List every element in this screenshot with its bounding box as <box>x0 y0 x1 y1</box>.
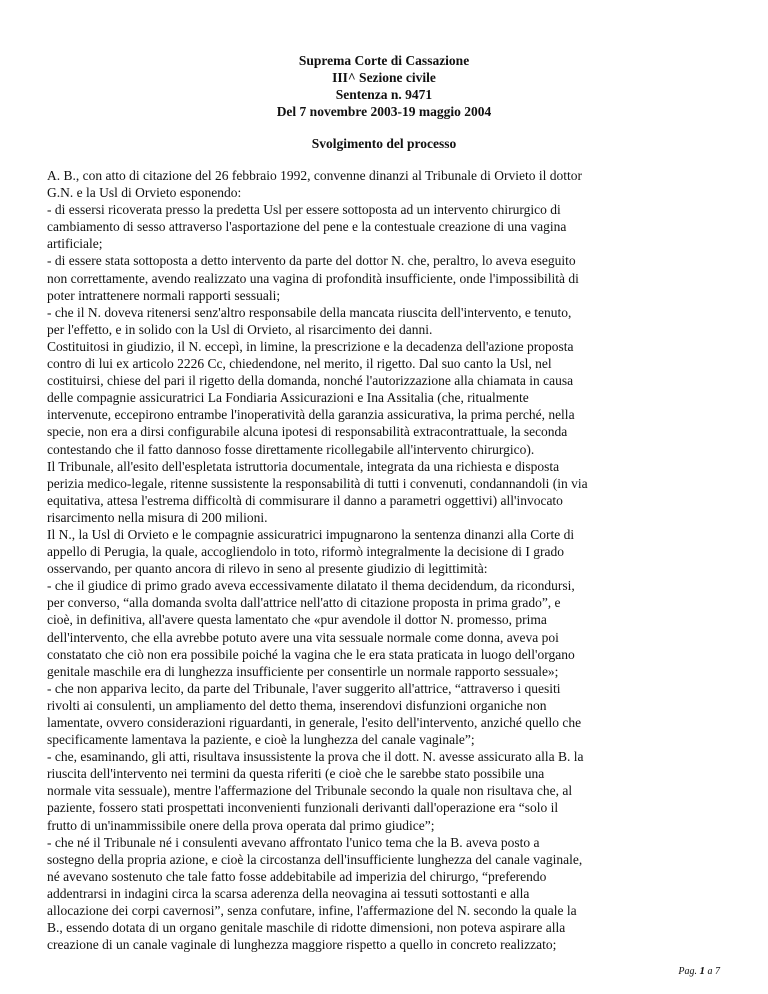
text-line: Il N., la Usl di Orvieto e le compagnie assicuratrici impugnarono la sentenza dinanzi alla Corte di <box>47 526 575 542</box>
text-line: non correttamente, avendo realizzato una vagina di profondità insufficiente, onde l'impossibilità di <box>47 270 579 286</box>
text-line: appello di Perugia, la quale, accogliendolo in toto, riformò integralmente la decisione di I grado <box>47 544 564 560</box>
text-line: contro di lui ex articolo 2226 Cc, chiedendone, nel merito, il rigetto. Dal suo canto la Usl, nel <box>47 356 552 372</box>
text-line: creazione di un canale vaginale di lunghezza maggiore rispetto a quello in concreto realizzato; <box>47 937 557 953</box>
text-line: lamentate, ovvero considerazioni riguardanti, in generale, l'esito dell'intervento, anziché quello che <box>47 715 582 730</box>
text-line: artificiale; <box>47 236 103 252</box>
text-line: per converso, “alla domanda svolta dall'attrice nell'atto di citazione proposta in prima grado”, e <box>47 595 561 611</box>
text-line: - che il N. doveva ritenersi senz'altro responsabile della mancata riuscita dell'intervento, e tenuto, <box>47 304 572 320</box>
text-line: rivolti ai consulenti, un ampliamento del detto thema, inserendovi disfunzioni organiche non <box>47 697 547 713</box>
text-line: frutto di un'inammissibile onere della prova operata dal primo giudice”; <box>47 817 435 833</box>
text-line: perizia medico-legale, ritenne sussistente la responsabilità di tutti i convenuti, condannandoli (in via <box>47 475 588 491</box>
text-line: constatato che ciò non era possibile poiché la vagina che le era stata praticata in luogo dell'organo <box>47 646 575 662</box>
text-line: risarcimento nella misura di 200 milioni. <box>47 509 268 525</box>
text-line: addentrarsi in indagini circa la scarsa aderenza della neovagina ai tessuti sottostanti e alla <box>47 885 530 901</box>
sentence-date: Del 7 novembre 2003-19 maggio 2004 <box>276 104 492 119</box>
text-line: normale vita sessuale), mentre l'affermazione del Tribunale secondo la quale non risultava che, al <box>47 783 573 799</box>
text-line: - che il giudice di primo grado aveva eccessivamente dilatato il thema decidendum, da ricondursi, <box>47 578 575 594</box>
court-name: Suprema Corte di Cassazione <box>298 53 470 68</box>
text-line: equitativa, attesa l'estrema difficoltà di commisurare il danno a parametri oggettivi) all'invocato <box>47 492 563 508</box>
text-line: intervenute, eccepirono entrambe l'inoperatività della garanzia assicurativa, la prima perché, nella <box>47 407 575 423</box>
text-line: - che, esaminando, gli atti, risultava insussistente la prova che il dott. N. avesse assicurato alla B. la <box>47 749 584 765</box>
court-section: III^ Sezione civile <box>332 70 436 85</box>
text-line: delle compagnie assicuratrici La Fondiaria Assicurazioni e Ina Assitalia (che, ritualmente <box>47 390 529 406</box>
text-line: per l'effetto, e in solido con la Usl di Orvieto, al risarcimento dei danni. <box>47 321 433 337</box>
page-prefix: Pag. <box>678 966 697 977</box>
text-line: contestando che il fatto dannoso fosse direttamente ricollegabile all'intervento chirurgico). <box>47 441 535 457</box>
text-line: cambiamento di sesso attraverso l'asportazione del pene e la contestuale creazione di una vagina <box>47 219 567 235</box>
text-line: Il Tribunale, all'esito dell'espletata istruttoria documentale, integrata da una richiesta e disposta <box>47 458 560 474</box>
document-body <box>47 167 737 953</box>
text-line: B., essendo dotata di un organo genitale maschile di ridotte dimensioni, non poteva aspirare alla <box>47 920 566 936</box>
text-line: - che né il Tribunale né i consulenti avevano affrontato l'unico tema che la B. aveva posto a <box>47 834 540 850</box>
text-line: sostegno della propria azione, e cioè la circostanza dell'insufficiente lunghezza del canale vaginale, <box>47 851 583 867</box>
text-line: poter intrattenere normali rapporti sessuali; <box>47 287 281 303</box>
text-line: cioè, in definitiva, all'avere questa lamentato che «pur avendole il dottor N. promesso, prima <box>47 612 547 628</box>
page-separator: a <box>707 966 713 977</box>
text-line: specificamente lamentava la paziente, e cioè la lunghezza del canale vaginale”; <box>47 732 475 748</box>
text-line: osservando, per quanto ancora di rilevo in seno al presente giudizio di legittimità: <box>47 561 488 577</box>
text-line: Costituitosi in giudizio, il N. eccepì, in limine, la prescrizione e la decadenza dell'azione proposta <box>47 338 574 354</box>
page-total: 7 <box>715 966 720 977</box>
text-line: dell'intervento, che ella avrebbe potuto avere una vita sessuale normale come donna, aveva poi <box>47 629 559 645</box>
document-header <box>0 52 768 120</box>
text-line: - che non appariva lecito, da parte del Tribunale, l'aver suggerito all'attrice, “attraverso i quesiti <box>47 680 561 696</box>
section-title: Svolgimento del processo <box>311 136 457 151</box>
text-line: G.N. e la Usl di Orvieto esponendo: <box>47 185 242 201</box>
text-line: A. B., con atto di citazione del 26 febbraio 1992, convenne dinanzi al Tribunale di Orvieto il dottor <box>47 168 583 183</box>
text-line: né avevano sostenuto che tale fatto fosse addebitabile ad imperizia del chirurgo, “preferendo <box>47 868 547 884</box>
sentence-number: Sentenza n. 9471 <box>335 87 433 102</box>
text-line: allocazione dei corpi cavernosi”, senza confutare, infine, l'affermazione del N. secondo la quale la <box>47 903 577 919</box>
page-number: 1 <box>699 965 705 977</box>
text-line: paziente, fossero stati prospettati inconvenienti funzionali derivanti dall'operazione era “solo il <box>47 800 559 816</box>
page-footer <box>678 963 720 980</box>
text-line: genitale maschile era di lunghezza insufficiente per consentirle un normale rapporto sessuale»; <box>47 663 559 679</box>
text-line: - di essersi ricoverata presso la predetta Usl per essere sottoposta ad un intervento chirurgico di <box>47 202 561 218</box>
text-line: - di essere stata sottoposta a detto intervento da parte del dottor N. che, peraltro, lo aveva eseguito <box>47 253 576 269</box>
text-line: costituirsi, chiese del pari il rigetto della domanda, nonché l'autorizzazione alla chiamata in causa <box>47 373 574 389</box>
text-line: riuscita dell'intervento nei termini da questa riferiti (e cioè che le sarebbe stato possibile una <box>47 766 545 782</box>
text-line: specie, non era a dirsi configurabile alcuna ipotesi di responsabilità extracontrattuale, la seconda <box>47 424 568 440</box>
